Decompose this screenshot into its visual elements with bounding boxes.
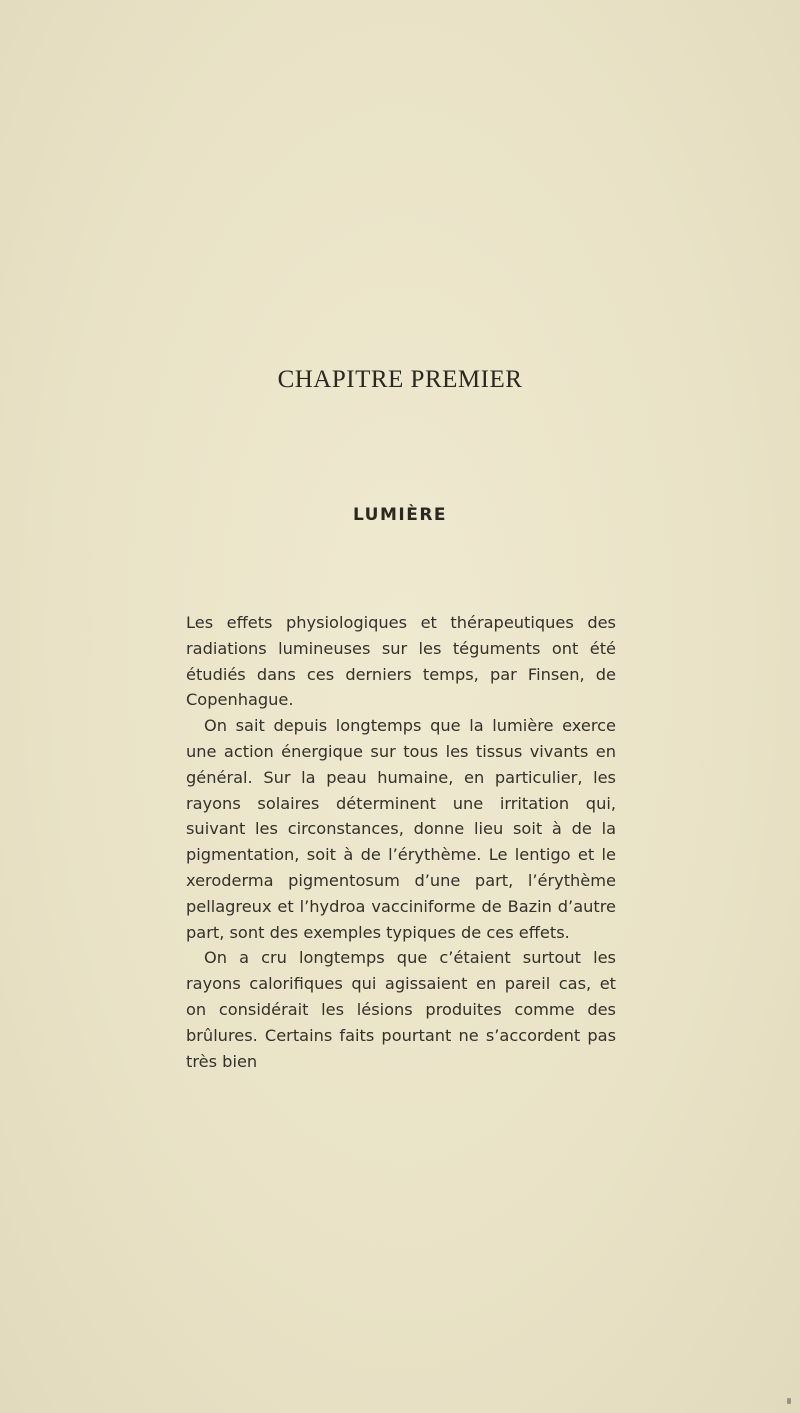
paragraph: On a cru longtemps que c’étaient surtout les rayons calorifiques qui agissaient en pareil cas, et on considérait les lésions produites comme des brûlures. Certains faits pourtant ne s’accordent pas très bien [186, 948, 616, 1071]
paragraph: On sait depuis longtemps que la lumière exerce une action énergique sur tous les tissus vivants en général. Sur la peau humaine, en particulier, les rayons solaires déterminent une irritation qui, suivant les circonstances, donne lieu soit à de la pigmentation, soit à de l’érythème. Le lentigo et le xeroderma pigmentosum d’une part, l’érythème pellagreux et l’hydroa vacciniforme de Bazin d’autre part, sont des exemples typiques de ces effets. [186, 716, 616, 942]
page-speck [787, 1398, 791, 1404]
chapter-title: CHAPITRE PREMIER [277, 366, 523, 393]
paragraph: Les effets physiologiques et thérapeutiques des radiations lumineuses sur les téguments ont été étudiés dans ces derniers temps, par Finsen, de Copenhague. [186, 613, 616, 710]
section-title: LUMIÈRE [352, 505, 448, 525]
body-text [186, 610, 616, 1074]
